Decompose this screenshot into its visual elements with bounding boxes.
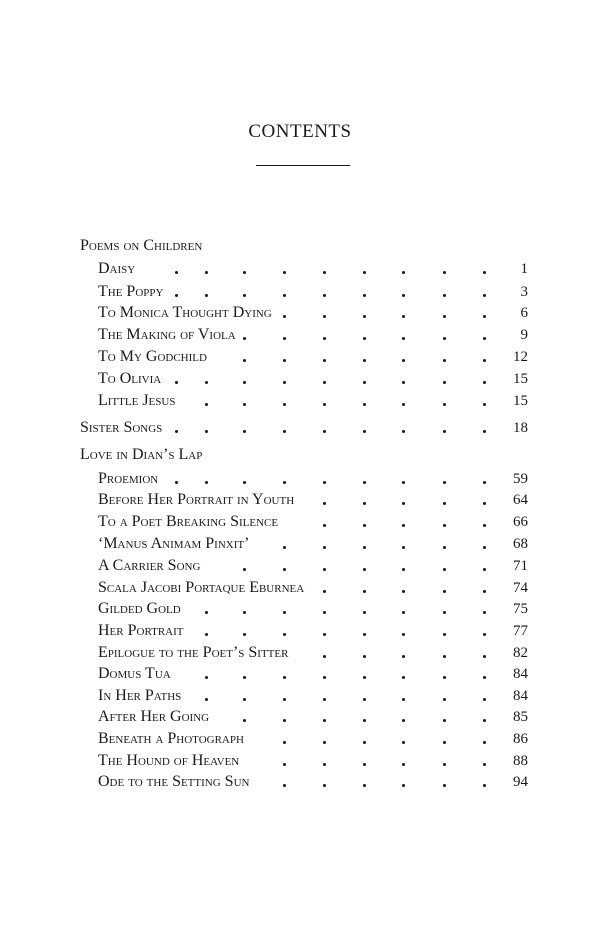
page-number: 75 — [513, 601, 528, 617]
page-number: 18 — [513, 420, 528, 436]
leader-dot — [363, 381, 366, 384]
leader-dot — [402, 763, 405, 766]
dot-leader — [0, 577, 600, 599]
leader-dot — [205, 633, 208, 636]
leader-dot — [363, 568, 366, 571]
leader-dot — [483, 611, 486, 614]
entry-title: Epilogue to the Poet’s Sitter — [98, 644, 289, 661]
leader-dot — [483, 763, 486, 766]
section-heading: Sister Songs — [80, 419, 163, 436]
leader-dot — [323, 698, 326, 701]
leader-dot — [243, 294, 246, 297]
leader-dot — [443, 294, 446, 297]
leader-dot — [483, 294, 486, 297]
leader-dot — [402, 359, 405, 362]
leader-dot — [483, 719, 486, 722]
leader-dot — [243, 719, 246, 722]
leader-dot — [363, 546, 366, 549]
leader-dot — [443, 481, 446, 484]
page-number: 3 — [520, 284, 528, 300]
leader-dot — [283, 546, 286, 549]
entry-title: The Hound of Heaven — [98, 752, 240, 769]
leader-dot — [283, 315, 286, 318]
leader-dot — [443, 315, 446, 318]
leader-dot — [402, 568, 405, 571]
leader-dot — [363, 676, 366, 679]
leader-dot — [402, 294, 405, 297]
leader-dot — [323, 359, 326, 362]
dot-leader — [0, 642, 600, 664]
leader-dot — [323, 381, 326, 384]
leader-dot — [402, 271, 405, 274]
leader-dot — [243, 481, 246, 484]
entry-title: To Olivia — [98, 370, 162, 387]
leader-dot — [443, 784, 446, 787]
page-number: 77 — [513, 623, 528, 639]
page-number: 59 — [513, 471, 528, 487]
page-number: 71 — [513, 558, 528, 574]
leader-dot — [483, 633, 486, 636]
section-heading-row — [80, 444, 600, 466]
dot-leader — [0, 302, 600, 324]
leader-dot — [283, 719, 286, 722]
entry-title: Her Portrait — [98, 622, 184, 639]
leader-dot — [323, 590, 326, 593]
leader-dot — [323, 719, 326, 722]
page-number: 1 — [520, 261, 528, 277]
leader-dot — [323, 676, 326, 679]
leader-dot — [483, 784, 486, 787]
entry-title: Daisy — [98, 260, 136, 277]
dot-leader — [0, 258, 600, 280]
leader-dot — [443, 430, 446, 433]
leader-dot — [363, 481, 366, 484]
leader-dot — [483, 568, 486, 571]
entry-title: Proemion — [98, 470, 159, 487]
leader-dot — [402, 676, 405, 679]
leader-dot — [323, 271, 326, 274]
leader-dot — [443, 568, 446, 571]
dot-leader — [0, 281, 600, 303]
leader-dot — [283, 359, 286, 362]
page-number: 68 — [513, 536, 528, 552]
page-number: 9 — [520, 327, 528, 343]
leader-dot — [443, 633, 446, 636]
dot-leader — [0, 390, 600, 412]
dot-leader — [0, 706, 600, 728]
leader-dot — [323, 611, 326, 614]
leader-dot — [402, 655, 405, 658]
leader-dot — [175, 294, 178, 297]
leader-dot — [483, 590, 486, 593]
leader-dot — [323, 403, 326, 406]
leader-dot — [483, 271, 486, 274]
leader-dot — [402, 381, 405, 384]
leader-dot — [205, 294, 208, 297]
leader-dot — [205, 430, 208, 433]
dot-leader — [0, 346, 600, 368]
section-heading: Love in Dian’s Lap — [80, 446, 203, 463]
dot-leader — [0, 598, 600, 620]
entry-title: Little Jesus — [98, 392, 176, 409]
leader-dot — [483, 481, 486, 484]
leader-dot — [363, 611, 366, 614]
entry-title: After Her Going — [98, 708, 210, 725]
leader-dot — [443, 381, 446, 384]
page-title: CONTENTS — [248, 121, 352, 142]
leader-dot — [402, 502, 405, 505]
leader-dot — [363, 590, 366, 593]
leader-dot — [443, 502, 446, 505]
dot-leader — [0, 489, 600, 511]
entry-title: Gilded Gold — [98, 600, 181, 617]
leader-dot — [443, 524, 446, 527]
leader-dot — [283, 337, 286, 340]
leader-dot — [363, 763, 366, 766]
leader-dot — [323, 315, 326, 318]
leader-dot — [483, 741, 486, 744]
page-number: 6 — [520, 305, 528, 321]
leader-dot — [283, 633, 286, 636]
leader-dot — [363, 655, 366, 658]
leader-dot — [283, 698, 286, 701]
leader-dot — [363, 337, 366, 340]
leader-dot — [243, 633, 246, 636]
leader-dot — [283, 403, 286, 406]
leader-dot — [363, 698, 366, 701]
leader-dot — [243, 430, 246, 433]
leader-dot — [323, 502, 326, 505]
leader-dot — [363, 502, 366, 505]
leader-dot — [283, 481, 286, 484]
leader-dot — [483, 430, 486, 433]
leader-dot — [443, 719, 446, 722]
leader-dot — [243, 337, 246, 340]
leader-dot — [443, 337, 446, 340]
page-number: 15 — [513, 371, 528, 387]
leader-dot — [243, 611, 246, 614]
leader-dot — [175, 430, 178, 433]
leader-dot — [363, 271, 366, 274]
dot-leader — [0, 368, 600, 390]
dot-leader — [0, 620, 600, 642]
dot-leader — [0, 324, 600, 346]
leader-dot — [443, 359, 446, 362]
leader-dot — [363, 719, 366, 722]
leader-dot — [243, 359, 246, 362]
leader-dot — [205, 698, 208, 701]
leader-dot — [205, 611, 208, 614]
leader-dot — [443, 546, 446, 549]
entry-title: The Poppy — [98, 283, 164, 300]
leader-dot — [483, 315, 486, 318]
page-number: 85 — [513, 709, 528, 725]
leader-dot — [283, 294, 286, 297]
leader-dot — [402, 784, 405, 787]
leader-dot — [283, 271, 286, 274]
leader-dot — [283, 763, 286, 766]
leader-dot — [283, 430, 286, 433]
dot-leader — [0, 663, 600, 685]
leader-dot — [483, 698, 486, 701]
leader-dot — [323, 741, 326, 744]
leader-dot — [402, 546, 405, 549]
leader-dot — [323, 337, 326, 340]
leader-dot — [283, 741, 286, 744]
leader-dot — [205, 481, 208, 484]
leader-dot — [402, 337, 405, 340]
leader-dot — [483, 403, 486, 406]
leader-dot — [443, 698, 446, 701]
page-number: 64 — [513, 492, 528, 508]
leader-dot — [363, 294, 366, 297]
leader-dot — [363, 741, 366, 744]
leader-dot — [205, 403, 208, 406]
section-heading-row — [80, 235, 600, 257]
leader-dot — [323, 546, 326, 549]
section-heading: Poems on Children — [80, 237, 203, 254]
entry-title: To My Godchild — [98, 348, 207, 365]
leader-dot — [402, 430, 405, 433]
leader-dot — [402, 481, 405, 484]
dot-leader — [0, 750, 600, 772]
entry-title: Beneath a Photograph — [98, 730, 244, 747]
leader-dot — [243, 568, 246, 571]
leader-dot — [363, 359, 366, 362]
leader-dot — [243, 698, 246, 701]
leader-dot — [243, 676, 246, 679]
leader-dot — [283, 568, 286, 571]
leader-dot — [402, 403, 405, 406]
dot-leader — [0, 417, 600, 439]
entry-title: To Monica Thought Dying — [98, 304, 272, 321]
page-number: 66 — [513, 514, 528, 530]
entry-title: Ode to the Setting Sun — [98, 773, 250, 790]
page-number: 12 — [513, 349, 528, 365]
leader-dot — [443, 590, 446, 593]
dot-leader — [0, 771, 600, 793]
dot-leader — [0, 533, 600, 555]
leader-dot — [205, 271, 208, 274]
entry-title: Domus Tua — [98, 665, 171, 682]
leader-dot — [443, 271, 446, 274]
entry-title: Before Her Portrait in Youth — [98, 491, 295, 508]
leader-dot — [175, 271, 178, 274]
leader-dot — [323, 524, 326, 527]
leader-dot — [243, 403, 246, 406]
page-number: 94 — [513, 774, 528, 790]
leader-dot — [443, 741, 446, 744]
leader-dot — [483, 676, 486, 679]
leader-dot — [402, 698, 405, 701]
dot-leader — [0, 468, 600, 490]
leader-dot — [323, 481, 326, 484]
leader-dot — [323, 763, 326, 766]
leader-dot — [243, 271, 246, 274]
leader-dot — [483, 655, 486, 658]
leader-dot — [483, 337, 486, 340]
leader-dot — [323, 655, 326, 658]
leader-dot — [402, 719, 405, 722]
leader-dot — [283, 676, 286, 679]
dot-leader — [0, 685, 600, 707]
page-number: 82 — [513, 645, 528, 661]
leader-dot — [483, 502, 486, 505]
leader-dot — [363, 784, 366, 787]
leader-dot — [175, 481, 178, 484]
leader-dot — [483, 546, 486, 549]
leader-dot — [483, 359, 486, 362]
leader-dot — [323, 430, 326, 433]
leader-dot — [283, 784, 286, 787]
leader-dot — [443, 403, 446, 406]
leader-dot — [443, 676, 446, 679]
leader-dot — [483, 524, 486, 527]
leader-dot — [443, 763, 446, 766]
leader-dot — [443, 611, 446, 614]
leader-dot — [483, 381, 486, 384]
leader-dot — [363, 524, 366, 527]
entry-title: Scala Jacobi Portaque Eburnea — [98, 579, 305, 596]
page-number: 84 — [513, 666, 528, 682]
leader-dot — [402, 315, 405, 318]
page-number: 84 — [513, 688, 528, 704]
dot-leader — [0, 555, 600, 577]
dot-leader — [0, 728, 600, 750]
entry-title: The Making of Viola — [98, 326, 236, 343]
leader-dot — [283, 381, 286, 384]
leader-dot — [205, 676, 208, 679]
page-number: 88 — [513, 753, 528, 769]
leader-dot — [323, 784, 326, 787]
leader-dot — [402, 611, 405, 614]
page-number: 15 — [513, 393, 528, 409]
leader-dot — [363, 403, 366, 406]
entry-title: ‘Manus Animam Pinxit’ — [98, 535, 250, 552]
leader-dot — [323, 568, 326, 571]
leader-dot — [323, 294, 326, 297]
leader-dot — [402, 524, 405, 527]
entry-title: In Her Paths — [98, 687, 182, 704]
entry-title: A Carrier Song — [98, 557, 201, 574]
leader-dot — [402, 633, 405, 636]
page-number: 74 — [513, 580, 528, 596]
leader-dot — [283, 611, 286, 614]
leader-dot — [443, 655, 446, 658]
page-number: 86 — [513, 731, 528, 747]
leader-dot — [363, 633, 366, 636]
leader-dot — [323, 633, 326, 636]
dot-leader — [0, 511, 600, 533]
leader-dot — [402, 590, 405, 593]
leader-dot — [402, 741, 405, 744]
leader-dot — [243, 381, 246, 384]
leader-dot — [175, 381, 178, 384]
leader-dot — [363, 430, 366, 433]
entry-title: To a Poet Breaking Silence — [98, 513, 279, 530]
leader-dot — [363, 315, 366, 318]
leader-dot — [205, 381, 208, 384]
